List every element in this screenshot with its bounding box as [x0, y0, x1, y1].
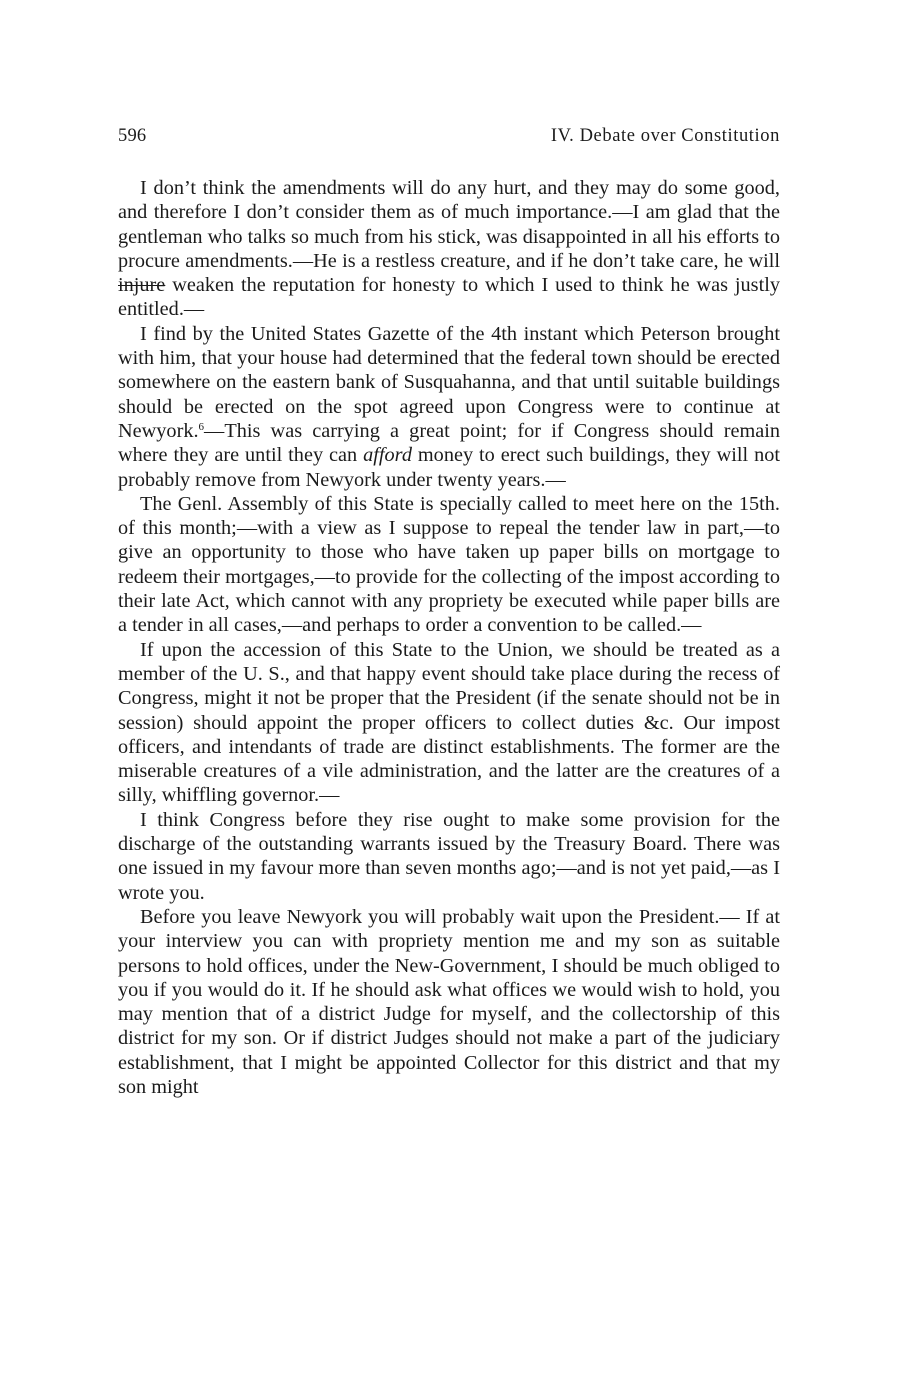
italic-word: afford: [363, 444, 412, 467]
paragraph-federal-town: [118, 322, 780, 492]
struck-out-word: injure: [118, 274, 166, 297]
text-run: —This was carrying a great point; for if Congress should remain where they are until they can: [118, 419, 780, 467]
book-page: [118, 120, 780, 1099]
section-title: IV. Debate over Constitution: [550, 126, 780, 146]
text-run: money to erect such buildings, they will not probably remove from Newyork under twenty years.—: [118, 444, 781, 491]
text-run: I don’t think the amendments will do any hurt, and they may do some good, and therefore I don’t consider them as of much importance.—I am glad that the gentleman who talks so much from his stick, was disappointed in all his efforts to procure amendments.—He is a restless creature, and if he don’t take care, he will: [118, 177, 780, 272]
text-run: weaken the reputation for honesty to which I used to think he was justly entitled.—: [118, 274, 780, 321]
letter-body: [118, 176, 780, 1099]
paragraph-accession: If upon the accession of this State to the Union, we should be treated as a member of the U. S., and that happy event should take place during the recess of Congress, might it not be proper that the President (if the senate should not be in session) should appoint the proper officers to collect duties &c. Our impost officers, and intendants of trade are distinct establishments. The former are the miserable creatures of a vile administration, and the latter are the creatures of a silly, whiffling governor.—: [118, 638, 780, 807]
paragraph-offices: Before you leave Newyork you will probably wait upon the President.— If at your interview you can with propriety mention me and my son as suitable persons to hold offices, under the New-Government, I should be much obliged to you if you would do it. If he should ask what offices we would wish to hold, you may mention that of a district Judge for myself, and the collectorship of this district for my son. Or if district Judges should not make a part of the judiciary establishment, that I might be appointed Collector for this district and that my son might: [118, 905, 780, 1098]
running-head: [118, 120, 780, 150]
paragraph-general-assembly: The Genl. Assembly of this State is specially called to meet here on the 15th. of this month;—with a view as I suppose to repeal the tender law in part,—to give an opportunity to those who have taken up paper bills on mortgage to redeem their mortgages,—to provide for the collecting of the impost according to their late Act, which cannot with any propriety be executed while paper bills are a tender in all cases,—and perhaps to order a convention to be called.—: [118, 492, 780, 637]
paragraph-amendments: [118, 176, 780, 322]
paragraph-treasury-warrants: I think Congress before they rise ought to make some provision for the discharge of the outstanding warrants issued by the Treasury Board. There was one issued in my favour more than seven months ago;—and is not yet paid,—as I wrote you.: [118, 808, 780, 904]
footnote-marker: 6: [198, 420, 205, 433]
text-run: I find by the United States Gazette of the 4th instant which Peterson brought with him, that your house had determined that the federal town should be erected somewhere on the eastern bank of Susquahanna, and that until suitable buildings should be erected on the spot agreed upon Congress were to continue at Newyork.: [118, 322, 780, 442]
page-number: 596: [118, 126, 147, 146]
